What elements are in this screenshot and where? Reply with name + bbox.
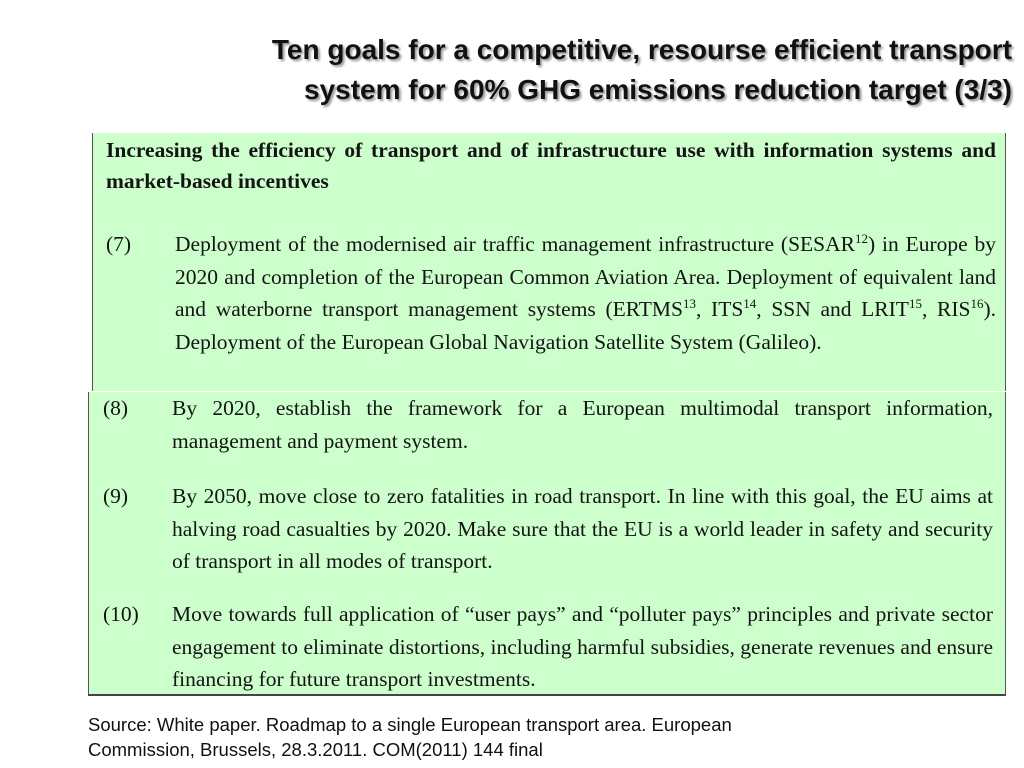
- slide-title: [60, 30, 1012, 110]
- goal-text: Deployment of the modernised air traffic management infrastructure (SESAR$^{12}$) in Europe by 2020 and completion of the European Common Aviation Area. Deployment of equivalent land and waterborne transport management systems (ERTMS$^{13}$, ITS$^{14}$, SSN and LRIT$^{15}$, RIS$^{16}$). Deployment of the European Global Navigation Satellite System (Galileo).: [175, 230, 997, 354]
- footnote-ref: 14: [743, 295, 757, 311]
- goal-number: (7): [106, 232, 132, 256]
- document-excerpt-top: [92, 133, 1006, 391]
- footnote-ref: 16: [970, 295, 984, 311]
- goal-text: By 2020, establish the framework for a European multimodal transport information, management and payment system.: [172, 396, 993, 453]
- document-excerpt-bottom: [88, 392, 1006, 696]
- goal-text: By 2050, move close to zero fatalities in road transport. In line with this goal, the EU aims at halving road casualties by 2020. Make sure that the EU is a world leader in safety and security of transport in all modes of transport.: [172, 484, 993, 573]
- footnote-ref: 15: [908, 295, 922, 311]
- source-line-2: Commission, Brussels, 28.3.2011. COM(2011) 144 final: [88, 739, 543, 760]
- goal-item-9: [103, 480, 993, 578]
- goal-item-7: [106, 228, 996, 358]
- goal-number: (8): [103, 396, 129, 420]
- slide-title-line-1: Ten goals for a competitive, resourse efficient transport: [271, 34, 1012, 65]
- goal-item-8: [103, 392, 993, 457]
- footnote-ref: 12: [855, 230, 869, 246]
- source-caption: [88, 712, 928, 762]
- goal-item-10: [103, 598, 993, 696]
- goal-number: (10): [103, 602, 139, 626]
- footnote-ref: 13: [683, 295, 696, 311]
- source-line-1: Source: White paper. Roadmap to a single European transport area. European: [88, 714, 732, 735]
- goal-text: Move towards full application of “user pays” and “polluter pays” principles and private sector engagement to eliminate distortions, including harmful subsidies, generate revenues and ensure financing for future transport investments.: [172, 602, 993, 691]
- section-heading: Increasing the efficiency of transport and of infrastructure use with information systems and market-based incentives: [106, 138, 996, 193]
- goal-number: (9): [103, 484, 129, 508]
- slide-title-line-2: system for 60% GHG emissions reduction target (3/3): [304, 74, 1012, 105]
